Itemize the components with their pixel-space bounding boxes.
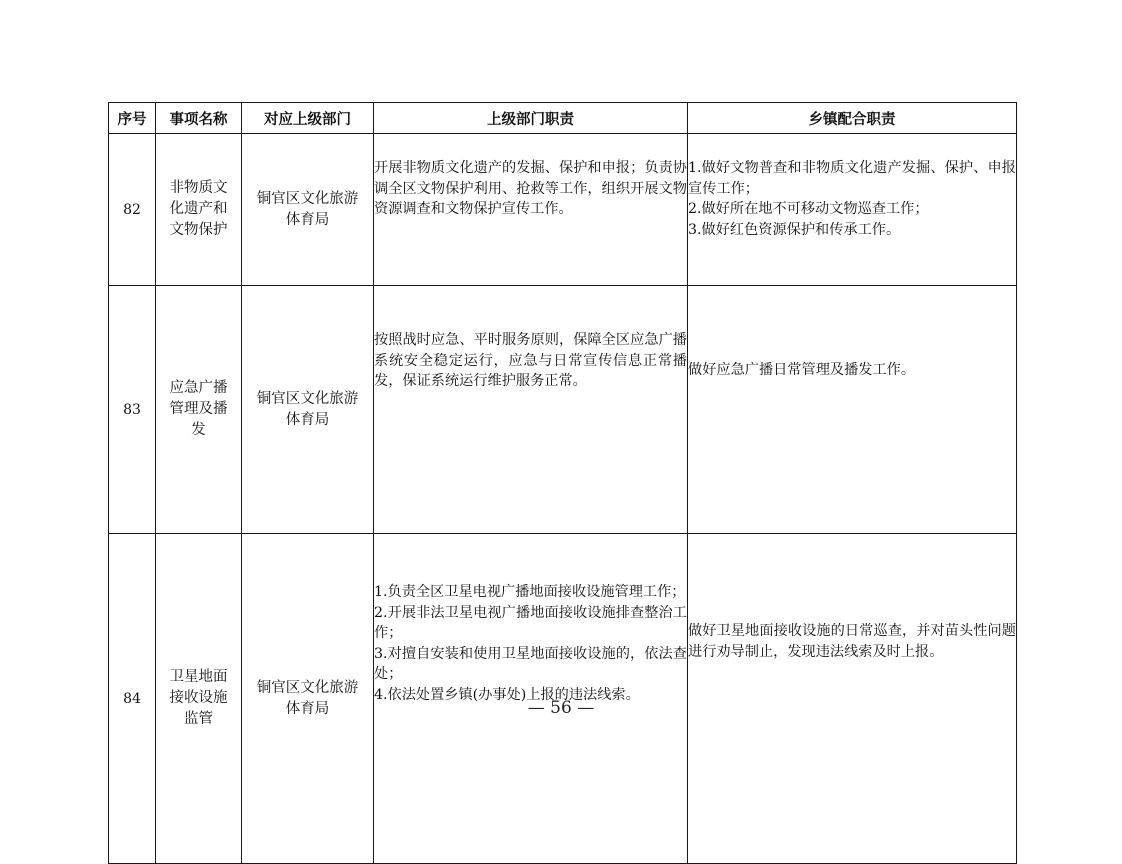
duty-table	[108, 102, 1017, 864]
header-no: 序号	[109, 103, 156, 134]
item-name-cell	[156, 134, 242, 286]
header-name: 事项名称	[156, 103, 242, 134]
town-duty: 做好应急广播日常管理及播发工作。	[688, 286, 1017, 534]
item-name: 非物质文化遗产和文物保护	[169, 180, 228, 238]
upper-duty-line: 1.负责全区卫星电视广播地面接收设施管理工作；	[374, 584, 686, 600]
dept-name: 铜官区文化旅游体育局	[256, 390, 359, 428]
header-town-duty: 乡镇配合职责	[688, 103, 1017, 134]
dept-name: 铜官区文化旅游体育局	[256, 679, 359, 717]
row-number: 82	[109, 134, 156, 286]
row-number: 83	[109, 286, 156, 534]
upper-duty-line: 3.对擅自安装和使用卫星地面接收设施的，依法查处；	[374, 645, 687, 682]
page-number: — 56 —	[527, 698, 595, 718]
town-duty	[688, 134, 1017, 286]
upper-duty-line: 4.依法处置乡镇(办事处)上报的违法线索。	[374, 686, 640, 703]
town-duty-line: 2.做好所在地不可移动文物巡查工作；	[688, 201, 929, 217]
item-name: 应急广播管理及播发	[169, 380, 228, 438]
header-upper-duty: 上级部门职责	[374, 103, 688, 134]
upper-duty-line: 2.开展非法卫星电视广播地面接收设施排查整治工作；	[374, 604, 687, 641]
dept-name: 铜官区文化旅游体育局	[256, 190, 359, 228]
table-row	[109, 286, 1017, 534]
town-duty-line: 1.做好文物普查和非物质文化遗产发掘、保护、申报宣传工作；	[688, 160, 1016, 197]
item-name-cell	[156, 286, 242, 534]
upper-duty: 开展非物质文化遗产的发掘、保护和申报；负责协调全区文物保护利用、抢救等工作，组织开展文物资源调查和文物保护宣传工作。	[374, 134, 688, 286]
upper-duty: 按照战时应急、平时服务原则，保障全区应急广播系统安全稳定运行，应急与日常宣传信息正常播发，保证系统运行维护服务正常。	[374, 286, 688, 534]
table-row	[109, 134, 1017, 286]
town-duty-line: 3.做好红色资源保护和传承工作。	[688, 221, 901, 238]
dept-cell	[242, 286, 374, 534]
row-number: 84	[109, 534, 156, 864]
header-dept: 对应上级部门	[242, 103, 374, 134]
town-duty: 做好卫星地面接收设施的日常巡查，并对苗头性问题进行劝导制止，发现违法线索及时上报。	[688, 534, 1017, 864]
table-header-row	[109, 103, 1017, 134]
dept-cell	[242, 134, 374, 286]
item-name: 卫星地面接收设施监管	[169, 669, 228, 727]
